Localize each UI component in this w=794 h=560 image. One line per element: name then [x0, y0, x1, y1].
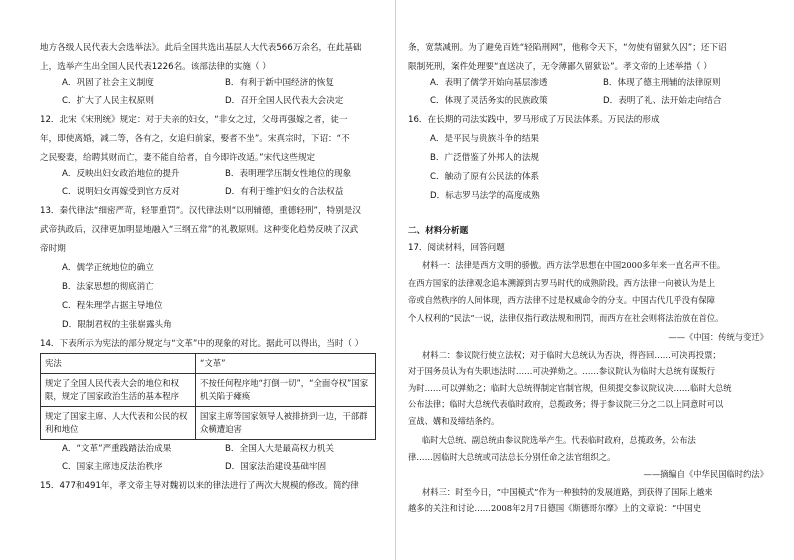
table-cell: 规定了全国人民代表大会的地位和权限，规定了国家政治生活的基本程序 [41, 374, 196, 407]
right-column [408, 0, 768, 516]
q15-option-a[interactable]: A．表明了儒学开始向基层渗透 [430, 78, 548, 88]
q11-options [40, 77, 380, 108]
table-cell: 国家主席等国家领导人被排挤到一边，干部群众横遭迫害 [196, 407, 376, 440]
q14-option-c[interactable]: C．国家主席违反法治秩序 [62, 462, 163, 472]
q15-stem: 15．477和491年，孝文帝主导对魏初以来的律法进行了两次大规模的修改。简约律 [40, 481, 359, 491]
q12-option-c[interactable]: C．说明妇女再嫁受到官方反对 [62, 187, 180, 197]
q12-option-b[interactable]: B．表明理学压制女性地位的现象 [225, 169, 352, 179]
material-line: 在西方国家的法律观念追本溯源到古罗马时代的成熟阶段。西方法律一向被认为是上 [408, 277, 715, 288]
q14-stem: 14．下表所示为宪法的部分规定与“文革”中的现象的对比。据此可以得出，当时（ ） [40, 339, 364, 349]
material-line: 临时大总统、副总统由参议院选举产生。代表临时政府，总揽政务，公布法 [422, 435, 696, 445]
q13-option-c[interactable]: C．程朱理学占据主导地位 [62, 301, 163, 311]
q13-line-2: 武帝执政后，汉律更加明显地融入“三纲五常”的礼教原则。这种变化趋势反映了汉武 [40, 225, 359, 235]
material-line: 为时……可以弹劾之；临时大总统得制定官制官规，但须提交参议院议决……临时大总统 [408, 382, 732, 393]
q12-option-a[interactable]: A．反映出妇女政治地位的提升 [62, 169, 180, 179]
table-header-cultural-revolution: “文革” [196, 354, 376, 374]
q13-line-3: 帝时期 [40, 244, 66, 254]
q14-options [40, 443, 380, 474]
q16-option-c[interactable]: C．触动了原有公民法的体系 [430, 172, 540, 182]
q15-option-c[interactable]: C．体现了灵活务实的民族政策 [430, 96, 548, 106]
q11-line-1: 地方各级人民代表大会选举法》。此后全国共选出基层人大代表566万余名，在此基础 [40, 43, 362, 53]
q13-option-d[interactable]: D．限制君权的主张崭露头角 [62, 320, 172, 330]
material-three [408, 486, 768, 516]
column-divider [395, 0, 396, 560]
q11-option-c[interactable]: C．扩大了人民主权原则 [62, 96, 154, 106]
q16-option-b[interactable]: B．广泛借鉴了外邦人的法规 [430, 153, 540, 163]
left-column [40, 0, 380, 493]
table-cell: 不按任何程序地“打倒一切”，“全面夺权”国家机关陷于瘫痪 [196, 374, 376, 407]
material-line: 个人权利的“民法”一说，法律仅指行政法规和刑罚，而西方在社会则将法治放在首位。 [408, 312, 724, 323]
q15-options [408, 77, 768, 108]
q12-options [40, 168, 380, 199]
material-line: 材料二：参议院行使立法权；对于临时大总统认为否决，得咨回……可决再投票； [422, 349, 721, 360]
q14-option-d[interactable]: D．国家法治建设基础牢固 [225, 462, 327, 472]
comparison-table [40, 353, 376, 440]
q15-cont-line-1: 条，宽禁减刑。为了避免百姓“轻陷刑网”，他称令天下，“勿使有留狱久囚”；还下诏 [408, 43, 727, 53]
material-one-source: ——《中国：传统与变迁》 [668, 332, 768, 342]
q16-option-d[interactable]: D．标志罗马法学的高度成熟 [430, 191, 540, 201]
table-row [41, 407, 376, 440]
q15-cont-line-2: 限制死刑，案件处理要“直送决了，无令薄鄙久留狱讼”。孝文帝的上述举措（ ） [408, 62, 712, 72]
material-line: 律……因临时大总统或司法总长分别任命之法官组织之。 [408, 451, 616, 462]
q15-option-b[interactable]: B．体现了德主刑辅的法律原则 [603, 78, 721, 88]
q17-stem: 17．阅读材料，回答问题 [408, 243, 505, 253]
material-two-source: ——摘编自《中华民国临时约法》 [643, 469, 768, 479]
section-heading: 二、材料分析题 [408, 226, 469, 236]
q16-option-a[interactable]: A．是平民与贵族斗争的结果 [430, 134, 540, 144]
table-row [41, 374, 376, 407]
q13-option-a[interactable]: A．儒学正统地位的确立 [62, 263, 154, 273]
material-line: 宣战、媾和及缔结条约。 [408, 415, 500, 426]
material-line: 越多的关注和讨论……2008年2月7日德国《斯德哥尔摩》上的文章说：“中国史 [408, 503, 702, 513]
q12-line-1: 12．北宋《宋刑统》规定：对于夫亲的妇女，“非女之过，父母再强嫁之者，徒一 [40, 115, 348, 125]
q12-option-d[interactable]: D．有利于维护妇女的合法权益 [225, 187, 344, 197]
table-header-row [41, 354, 376, 374]
q15-option-d[interactable]: D．表明了礼、法开始走向结合 [603, 96, 722, 106]
q13-line-1: 13．秦代律法“细密严苛，轻罪重罚”。汉代律法则“以刑辅德，重德轻刑”，特别是汉 [40, 206, 361, 216]
material-line: 帝或自然秩序的人间体现，西方法律不过是权威命令的分支。中国古代几乎没有保障 [408, 295, 715, 305]
q12-line-3: 之民娶妻，给聘其财而亡，妻不能自给者，自今即许改适。”宋代这些规定 [40, 153, 316, 163]
material-line: 对于国务员认为有失职违法时……可决弹劾之。……参议院认为临时大总统有谋叛行 [408, 366, 715, 376]
table-header-constitution: 宪法 [41, 354, 196, 374]
q11-option-b[interactable]: B．有利于新中国经济的恢复 [225, 78, 335, 88]
material-line: 材料三：时至今日，“中国模式”作为一种独特的发展道路，到获得了国际上越来 [422, 486, 713, 497]
material-line: 公布法律；临时大总统代表临时政府，总揽政务；得于参议院三分之二以上同意时可以 [408, 399, 724, 409]
table-cell: 规定了国家主席、人大代表和公民的权利和地位 [41, 407, 196, 440]
material-line: 材料一：法律是西方文明的骄傲。西方法学思想在中国2000多年来一直名声不佳。 [422, 260, 726, 270]
material-two [408, 349, 768, 465]
q14-option-b[interactable]: B．全国人大是最高权力机关 [225, 444, 335, 454]
q11-option-d[interactable]: D．召开全国人民代表大会决定 [225, 96, 344, 106]
q11-line-2: 上，选举产生出全国人民代表1226名。该部法律的实施（ ） [40, 62, 271, 72]
q14-option-a[interactable]: A．“文革”严重践踏法治成果 [62, 444, 172, 454]
q12-line-2: 年，即使离婚，减二等，各有之，女追归前家，娶者不坐”。宋真宗时，下诏：“不 [40, 134, 350, 144]
q16-stem: 16．在长期的司法实践中，罗马形成了万民法体系。万民法的形成 [408, 115, 660, 125]
q13-option-b[interactable]: B．法家思想的彻底消亡 [62, 282, 154, 292]
q11-option-a[interactable]: A．巩固了社会主义制度 [62, 78, 154, 88]
material-one [408, 259, 768, 325]
